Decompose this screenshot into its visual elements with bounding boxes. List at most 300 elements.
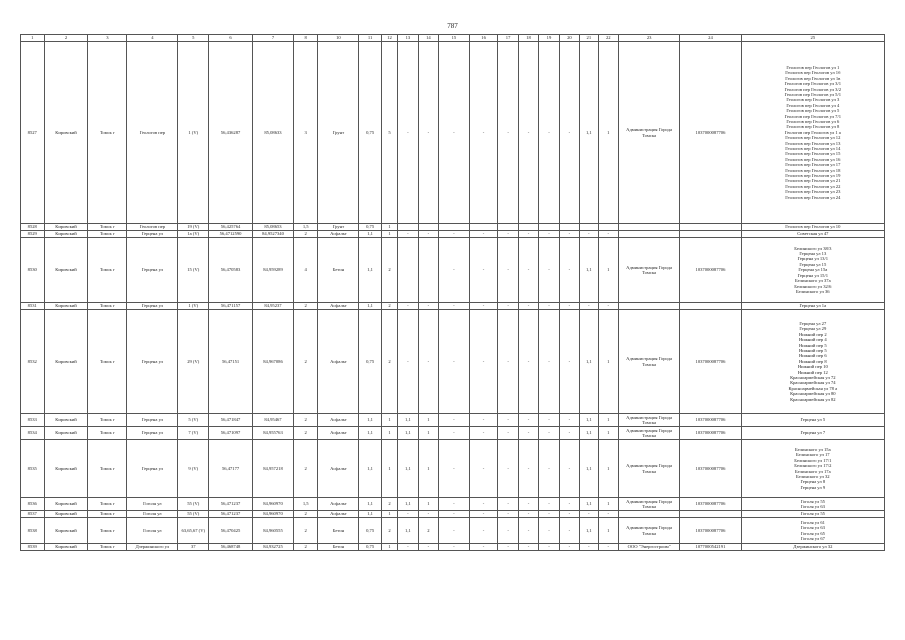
- table-cell: -: [469, 414, 498, 427]
- table-cell: Томск г: [88, 518, 127, 544]
- table-cell: Герцена ул 7: [741, 427, 884, 440]
- column-header: 15: [439, 35, 470, 42]
- table-cell: -: [498, 42, 518, 224]
- table-cell: Томск г: [88, 544, 127, 551]
- table-cell: 1037000087706: [680, 238, 741, 303]
- table-cell: 1: [598, 518, 618, 544]
- table-cell: -: [498, 303, 518, 310]
- table-cell: -: [498, 498, 518, 511]
- table-cell: [618, 224, 679, 231]
- table-cell: 1: [418, 414, 438, 427]
- table-cell: -: [539, 231, 559, 238]
- table-cell: -: [539, 511, 559, 518]
- table-cell: Герцена ул: [127, 231, 178, 238]
- column-header: 13: [398, 35, 418, 42]
- table-cell: 8538: [21, 518, 45, 544]
- table-cell: 2: [293, 427, 318, 440]
- table-row: [21, 42, 885, 224]
- table-cell: [418, 224, 438, 231]
- table-cell: 1,1: [398, 440, 418, 498]
- table-cell: 1 (V): [178, 42, 209, 224]
- table-cell: -: [518, 42, 538, 224]
- table-cell: 56,470425: [209, 518, 253, 544]
- table-cell: -: [498, 310, 518, 414]
- table-row: [21, 498, 885, 511]
- table-cell: 1,5: [293, 224, 318, 231]
- column-header: 25: [741, 35, 884, 42]
- table-cell: 2: [293, 440, 318, 498]
- table-row: [21, 303, 885, 310]
- table-cell: 1037000087706: [680, 310, 741, 414]
- table-cell: -: [398, 303, 418, 310]
- table-row: [21, 310, 885, 414]
- table-cell: -: [398, 231, 418, 238]
- table-cell: -: [518, 511, 538, 518]
- table-cell: -: [439, 231, 470, 238]
- table-cell: Томск г: [88, 440, 127, 498]
- table-cell: Томск г: [88, 511, 127, 518]
- table-cell: Кировский: [44, 303, 88, 310]
- table-cell: -: [439, 414, 470, 427]
- table-cell: -: [559, 511, 579, 518]
- table-cell: -: [498, 440, 518, 498]
- table-cell: Томск г: [88, 238, 127, 303]
- table-cell: -: [559, 231, 579, 238]
- column-header: 17: [498, 35, 518, 42]
- table-cell: 1: [381, 440, 397, 498]
- table-cell: Томск г: [88, 303, 127, 310]
- table-cell: 0,75: [359, 518, 381, 544]
- table-cell: Герцена ул 5: [741, 414, 884, 427]
- table-cell: -: [518, 544, 538, 551]
- table-cell: 7 (V): [178, 427, 209, 440]
- table-cell: 56,471237: [209, 498, 253, 511]
- table-cell: 1: [598, 42, 618, 224]
- table-cell: 37: [178, 544, 209, 551]
- table-cell: 1: [598, 238, 618, 303]
- table-cell: -: [439, 440, 470, 498]
- table-cell: Герцена ул: [127, 303, 178, 310]
- column-header: 11: [359, 35, 381, 42]
- table-cell: Кировский: [44, 414, 88, 427]
- column-header: 20: [559, 35, 579, 42]
- table-cell: -: [498, 511, 518, 518]
- table-cell: 1: [598, 414, 618, 427]
- table-cell: 1,1: [359, 427, 381, 440]
- table-cell: -: [518, 498, 538, 511]
- table-cell: 1: [418, 440, 438, 498]
- column-header: 7: [253, 35, 294, 42]
- table-cell: 84,9527340: [253, 231, 294, 238]
- table-cell: 0,75: [359, 42, 381, 224]
- table-cell: 29 (V): [178, 310, 209, 414]
- table-cell: 2: [418, 518, 438, 544]
- table-cell: 1,5: [293, 498, 318, 511]
- table-cell: -: [469, 511, 498, 518]
- table-cell: Асфальт: [318, 414, 359, 427]
- table-cell: -: [539, 303, 559, 310]
- table-cell: Асфальт: [318, 310, 359, 414]
- column-header: 1: [21, 35, 45, 42]
- table-cell: -: [539, 310, 559, 414]
- table-cell: 1,1: [398, 414, 418, 427]
- table-cell: 2: [293, 303, 318, 310]
- column-header: 5: [178, 35, 209, 42]
- column-header: 23: [618, 35, 679, 42]
- table-cell: -: [498, 544, 518, 551]
- table-cell: 1,1: [580, 42, 598, 224]
- column-header: 6: [209, 35, 253, 42]
- column-header: 21: [580, 35, 598, 42]
- table-cell: ООО "Энергостроим": [618, 544, 679, 551]
- table-cell: 5 (V): [178, 414, 209, 427]
- column-header: 3: [88, 35, 127, 42]
- table-cell: [559, 224, 579, 231]
- table-cell: Белинского ул 15а Белинского ул 17 Белинского ул 17/1 Белинского ул 17/2 Белинского ул 17а Белинского ул 32 Герцена ул 8 Герцена ул 9: [741, 440, 884, 498]
- table-cell: -: [418, 511, 438, 518]
- table-cell: 84,955763: [253, 427, 294, 440]
- table-cell: 1,1: [580, 498, 598, 511]
- table-cell: -: [580, 303, 598, 310]
- table-cell: Кировский: [44, 518, 88, 544]
- table-cell: -: [518, 414, 538, 427]
- table-cell: 1: [598, 427, 618, 440]
- table-cell: -: [559, 518, 579, 544]
- table-cell: -: [559, 42, 579, 224]
- table-cell: -: [539, 440, 559, 498]
- table-cell: 84,960555: [253, 518, 294, 544]
- table-cell: 1: [381, 511, 397, 518]
- table-cell: 56,471157: [209, 303, 253, 310]
- table-cell: [680, 511, 741, 518]
- table-cell: Кировский: [44, 231, 88, 238]
- table-cell: [580, 224, 598, 231]
- table-cell: 63,65,67 (V): [178, 518, 209, 544]
- table-cell: 85,08653: [253, 224, 294, 231]
- table-cell: -: [559, 498, 579, 511]
- table-cell: Кировский: [44, 42, 88, 224]
- table-cell: -: [398, 42, 418, 224]
- table-cell: -: [439, 518, 470, 544]
- table-cell: -: [398, 544, 418, 551]
- table-cell: Бетон: [318, 238, 359, 303]
- table-cell: 1: [381, 544, 397, 551]
- table-cell: Администрация Города Томска: [618, 440, 679, 498]
- table-cell: Гоголя ул: [127, 518, 178, 544]
- table-cell: Асфальт: [318, 303, 359, 310]
- table-cell: Администрация Города Томска: [618, 414, 679, 427]
- table-cell: 2: [293, 231, 318, 238]
- table-cell: Гоголя ул 55: [741, 511, 884, 518]
- table-row: [21, 238, 885, 303]
- table-cell: Администрация Города Томска: [618, 42, 679, 224]
- table-cell: 3: [293, 42, 318, 224]
- table-cell: -: [518, 518, 538, 544]
- table-cell: 19 (V): [178, 224, 209, 231]
- table-cell: Томск г: [88, 310, 127, 414]
- table-cell: -: [498, 414, 518, 427]
- table-cell: -: [539, 518, 559, 544]
- table-cell: 56,47177: [209, 440, 253, 498]
- table-cell: -: [518, 310, 538, 414]
- table-cell: Кировский: [44, 224, 88, 231]
- table-cell: -: [598, 511, 618, 518]
- table-cell: Томск г: [88, 427, 127, 440]
- table-cell: 1,1: [580, 440, 598, 498]
- table-cell: 56,425764: [209, 224, 253, 231]
- table-cell: -: [539, 238, 559, 303]
- table-cell: Герцена ул 1а: [741, 303, 884, 310]
- table-cell: -: [518, 440, 538, 498]
- table-cell: Томск г: [88, 231, 127, 238]
- table-cell: Гоголя ул: [127, 511, 178, 518]
- table-cell: 1,1: [580, 310, 598, 414]
- table-cell: 5: [381, 42, 397, 224]
- table-cell: 2: [293, 511, 318, 518]
- table-cell: [439, 224, 470, 231]
- table-cell: -: [439, 238, 470, 303]
- table-cell: Асфальт: [318, 511, 359, 518]
- table-cell: [469, 224, 498, 231]
- table-cell: 8534: [21, 427, 45, 440]
- table-cell: 56,47151: [209, 310, 253, 414]
- table-cell: 8536: [21, 498, 45, 511]
- table-cell: 1: [598, 440, 618, 498]
- column-header: 24: [680, 35, 741, 42]
- table-cell: [598, 224, 618, 231]
- table-cell: -: [469, 440, 498, 498]
- table-row: [21, 231, 885, 238]
- table-cell: Кировский: [44, 498, 88, 511]
- column-header: 4: [127, 35, 178, 42]
- table-cell: [680, 303, 741, 310]
- table-cell: Бетон: [318, 544, 359, 551]
- table-cell: Герцена ул: [127, 414, 178, 427]
- table-row: [21, 544, 885, 551]
- table-cell: Асфальт: [318, 440, 359, 498]
- table-cell: 2: [293, 310, 318, 414]
- table-header: [21, 35, 885, 42]
- table-cell: 1,1: [580, 427, 598, 440]
- table-cell: 1: [598, 310, 618, 414]
- table-cell: 1,1: [359, 303, 381, 310]
- table-cell: Администрация Города Томска: [618, 427, 679, 440]
- table-cell: Администрация Города Томска: [618, 310, 679, 414]
- table-cell: 1,1: [580, 518, 598, 544]
- table-row: [21, 224, 885, 231]
- table-cell: -: [539, 427, 559, 440]
- table-cell: Гоголя ул: [127, 498, 178, 511]
- table-cell: -: [580, 544, 598, 551]
- table-cell: -: [469, 427, 498, 440]
- table-cell: 8527: [21, 42, 45, 224]
- table-cell: 55 (V): [178, 511, 209, 518]
- table-cell: Томск г: [88, 498, 127, 511]
- table-cell: 84,932725: [253, 544, 294, 551]
- table-cell: Администрация Города Томска: [618, 518, 679, 544]
- table-cell: -: [559, 414, 579, 427]
- table-cell: 15 (V): [178, 238, 209, 303]
- table-cell: 8537: [21, 511, 45, 518]
- column-header: 10: [318, 35, 359, 42]
- table-cell: Грунт: [318, 42, 359, 224]
- table-cell: 8539: [21, 544, 45, 551]
- table-cell: -: [439, 310, 470, 414]
- table-cell: Герцена ул: [127, 427, 178, 440]
- table-cell: -: [498, 518, 518, 544]
- table-cell: -: [559, 303, 579, 310]
- column-header: 12: [381, 35, 397, 42]
- table-cell: -: [469, 498, 498, 511]
- table-cell: 2: [381, 498, 397, 511]
- table-cell: [398, 224, 418, 231]
- table-cell: Кировский: [44, 238, 88, 303]
- table-cell: 1: [381, 427, 397, 440]
- column-header: 22: [598, 35, 618, 42]
- table-cell: [680, 224, 741, 231]
- table-cell: 56,4712590: [209, 231, 253, 238]
- column-header: 16: [469, 35, 498, 42]
- table-cell: -: [498, 231, 518, 238]
- table-row: [21, 518, 885, 544]
- table-cell: 1,1: [359, 414, 381, 427]
- table-cell: -: [398, 310, 418, 414]
- table-cell: 8532: [21, 310, 45, 414]
- table-cell: -: [469, 231, 498, 238]
- table-cell: -: [539, 42, 559, 224]
- table-cell: Герцена ул: [127, 440, 178, 498]
- table-cell: 85,08633: [253, 42, 294, 224]
- table-cell: 84,957218: [253, 440, 294, 498]
- table-cell: [680, 231, 741, 238]
- table-cell: -: [469, 544, 498, 551]
- table-cell: 1: [418, 427, 438, 440]
- table-body: [21, 42, 885, 551]
- table-cell: 2: [293, 518, 318, 544]
- table-cell: -: [539, 498, 559, 511]
- table-cell: Асфальт: [318, 498, 359, 511]
- table-cell: -: [580, 511, 598, 518]
- table-cell: 1: [381, 414, 397, 427]
- table-cell: Герцена ул: [127, 310, 178, 414]
- table-cell: 84,960970: [253, 498, 294, 511]
- table-cell: 84,95467: [253, 414, 294, 427]
- table-cell: -: [559, 427, 579, 440]
- table-cell: -: [418, 231, 438, 238]
- table-cell: 56,436287: [209, 42, 253, 224]
- table-cell: 84,967086: [253, 310, 294, 414]
- table-cell: 0,75: [359, 544, 381, 551]
- table-cell: -: [469, 518, 498, 544]
- table-cell: 2: [293, 544, 318, 551]
- table-cell: 1037000087706: [680, 42, 741, 224]
- table-cell: -: [418, 544, 438, 551]
- table-cell: Асфальт: [318, 427, 359, 440]
- table-cell: Кировский: [44, 427, 88, 440]
- table-cell: Асфальт: [318, 231, 359, 238]
- table-cell: 8533: [21, 414, 45, 427]
- table-cell: -: [498, 238, 518, 303]
- table-cell: -: [518, 427, 538, 440]
- table-cell: -: [580, 231, 598, 238]
- table-cell: [518, 224, 538, 231]
- column-header: 18: [518, 35, 538, 42]
- table-cell: 1037000087706: [680, 518, 741, 544]
- table-cell: Томск г: [88, 42, 127, 224]
- table-cell: -: [598, 303, 618, 310]
- table-cell: -: [559, 310, 579, 414]
- table-cell: [618, 303, 679, 310]
- table-cell: -: [418, 310, 438, 414]
- table-cell: 1,1: [359, 511, 381, 518]
- table-cell: Дзержинского ул: [127, 544, 178, 551]
- table-cell: -: [598, 544, 618, 551]
- table-cell: Бетон: [318, 518, 359, 544]
- table-cell: 84,95237: [253, 303, 294, 310]
- table-cell: 2: [381, 518, 397, 544]
- table-cell: 1,1: [359, 440, 381, 498]
- table-cell: Грунт: [318, 224, 359, 231]
- table-cell: -: [418, 42, 438, 224]
- table-cell: -: [559, 238, 579, 303]
- table-cell: -: [439, 498, 470, 511]
- table-cell: 1037000087706: [680, 414, 741, 427]
- table-cell: 1а (V): [178, 231, 209, 238]
- table-cell: Томск г: [88, 414, 127, 427]
- table-cell: Администрация Города Томска: [618, 498, 679, 511]
- column-header: 14: [418, 35, 438, 42]
- table-cell: -: [439, 42, 470, 224]
- table-cell: 56,471237: [209, 511, 253, 518]
- table-cell: -: [559, 544, 579, 551]
- table-cell: 1,1: [398, 498, 418, 511]
- table-cell: 1,1: [359, 231, 381, 238]
- table-cell: -: [439, 511, 470, 518]
- table-cell: -: [439, 427, 470, 440]
- table-cell: Кировский: [44, 544, 88, 551]
- table-cell: 1,1: [580, 238, 598, 303]
- table-cell: 2: [381, 238, 397, 303]
- table-cell: [398, 238, 418, 303]
- table-cell: 1077000542191: [680, 544, 741, 551]
- table-cell: 55 (V): [178, 498, 209, 511]
- table-cell: Гоголя ул 61 Гоголя ул 63 Гоголя ул 65 Гоголя ул 67: [741, 518, 884, 544]
- table-cell: 0,75: [359, 224, 381, 231]
- table-cell: 1: [598, 498, 618, 511]
- table-cell: -: [598, 231, 618, 238]
- table-cell: -: [398, 511, 418, 518]
- table-cell: Геологов пер: [127, 42, 178, 224]
- table-cell: 1 (V): [178, 303, 209, 310]
- table-cell: 1,1: [359, 238, 381, 303]
- table-cell: Белинского ул 38/3 Герцена ул 13 Герцена ул 13/1 Герцена ул 15 Герцена ул 15а Герцена ул 15/1 Белинского ул 37а Белинского ул 32/6 Белинского ул 36: [741, 238, 884, 303]
- table-cell: Геологов пер: [127, 224, 178, 231]
- table-cell: -: [559, 440, 579, 498]
- table-cell: 8529: [21, 231, 45, 238]
- table-cell: 8528: [21, 224, 45, 231]
- table-cell: 84,960970: [253, 511, 294, 518]
- table-cell: -: [439, 544, 470, 551]
- table-cell: Томск г: [88, 224, 127, 231]
- table-cell: 1: [418, 498, 438, 511]
- table-cell: Кировский: [44, 310, 88, 414]
- table-cell: 2: [381, 303, 397, 310]
- column-header: 2: [44, 35, 88, 42]
- table-cell: Геологов пер Геологов ул 1 Геологов пер Геологов ул 1б Геологов пер Геологов ул 1в Геологов пер Геологов ул 3/1 Геологов пер Геологов ул 3/2 Геологов пер Геологов ул 5/1 Геологов пер Геологов ул 3 Геологов пер Геологов ул 4 Геологов пер Геологов ул 5 Геологов пер Геологов ул 7/1 Геологов пер Геологов ул 6 Геологов пер Геологов ул 8 Геологов пер Геологов ул 1 а Геологов пер Геологов ул 12 Геологов пер Геологов ул 13 Геологов пер Геологов ул 14 Геологов пер Геологов ул 15 Геологов пер Геологов ул 16 Геологов пер Геологов ул 17 Геологов пер Геологов ул 18 Геологов пер Геологов ул 19 Геологов пер Геологов ул 21 Геологов пер Геологов ул 22 Геологов пер Геологов ул 23 Геологов пер Геологов ул 24: [741, 42, 884, 224]
- table-cell: 56,468748: [209, 544, 253, 551]
- table-cell: 2: [381, 310, 397, 414]
- table-cell: 56,471847: [209, 414, 253, 427]
